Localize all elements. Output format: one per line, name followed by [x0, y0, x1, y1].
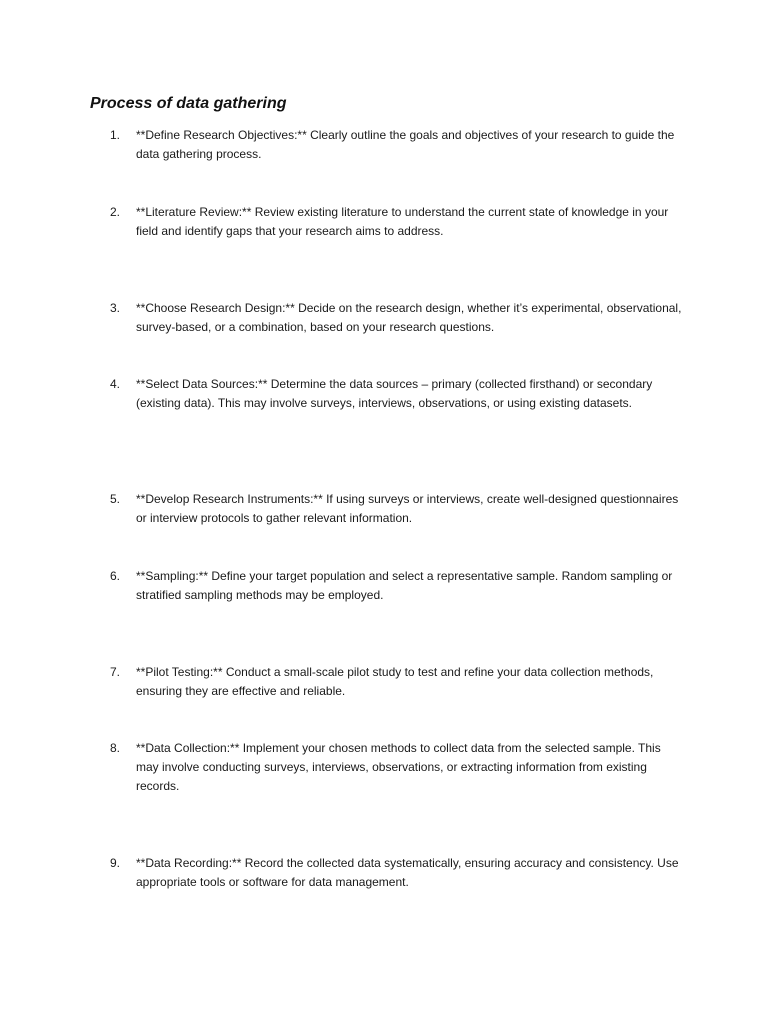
list-item-number: 9.	[110, 856, 121, 870]
list-item-number: 2.	[110, 205, 121, 219]
list-item-text: **Choose Research Design:** Decide on the research design, whether it’s experimental, observational, survey-based, or a combination, based on your research questions.	[136, 301, 682, 334]
list-item-text: **Sampling:** Define your target population and select a representative sample. Random sampling or stratified sampling methods may be employed.	[136, 569, 673, 602]
document-title: Process of data gathering	[90, 95, 287, 112]
list-item-text: **Data Collection:** Implement your chosen methods to collect data from the selected sample. This may involve conducting surveys, interviews, observations, or extracting information from existing records.	[136, 741, 661, 793]
list-item-number: 7.	[110, 665, 121, 679]
list-item-number: 4.	[110, 377, 121, 391]
list-item-text: **Literature Review:** Review existing literature to understand the current state of knowledge in your field and identify gaps that your research aims to address.	[136, 205, 669, 238]
list-item-text: **Develop Research Instruments:** If using surveys or interviews, create well-designed questionnaires or interview protocols to gather relevant information.	[136, 492, 679, 525]
list-item-number: 5.	[110, 492, 121, 506]
list-item-text: **Define Research Objectives:** Clearly outline the goals and objectives of your research to guide the data gathering process.	[136, 128, 675, 161]
list-item-number: 6.	[110, 569, 121, 583]
list-item-text: **Select Data Sources:** Determine the data sources – primary (collected firsthand) or secondary (existing data). This may involve surveys, interviews, observations, or using existing datasets.	[136, 377, 653, 410]
list-item-number: 8.	[110, 741, 121, 755]
list-item-text: **Pilot Testing:** Conduct a small-scale pilot study to test and refine your data collection methods, ensuring they are effective and reliable.	[136, 665, 654, 698]
list-item-number: 1.	[110, 128, 121, 142]
list-item-text: **Data Recording:** Record the collected data systematically, ensuring accuracy and consistency. Use appropriate tools or software for data management.	[136, 856, 679, 889]
list-item-number: 3.	[110, 301, 121, 315]
